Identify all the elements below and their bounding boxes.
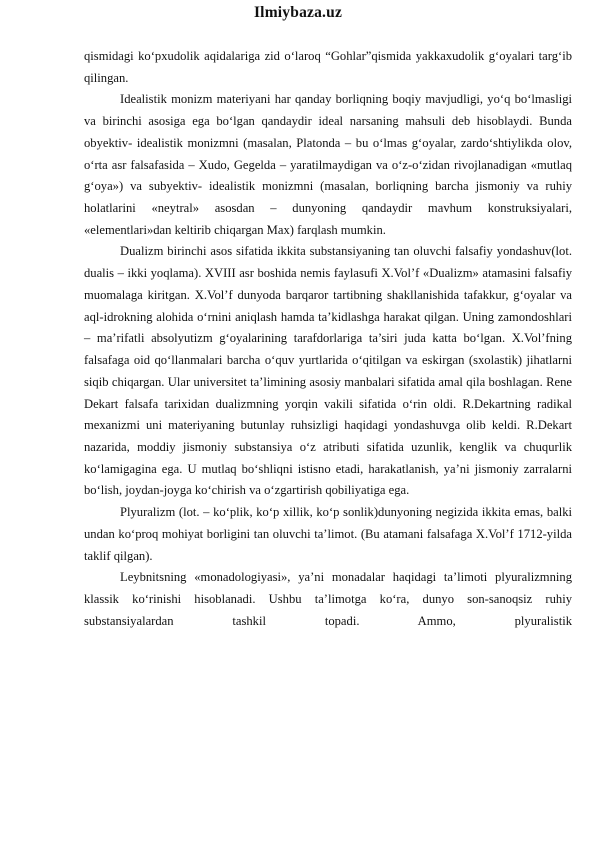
paragraph-dualizm: Dualizm birinchi asos sifatida ikkita substansiyaning tan oluvchi falsafiy yondashuv(lot. dualis – ikki yoqlama). XVIII asr boshida nemis faylasufi X.Vol’f «Dualizm» atamasini falsafiy muomalaga kiritgan. X.Vol’f dunyoda barqaror tartibning shakllanishida tafakkur, g‘oyalar va aql-idrokning alohida o‘rnini aniqlash hamda ta’kidlashga harakat qilgan. Uning zamondoshlari – ma’rifatli absolyutizm g‘oyalarining tarafdorlariga ta’siri juda katta bo‘lgan. X.Vol’fning falsafaga oid qo‘llanmalari barcha o‘quv yurtlarida o‘qitilgan va eskirgan (sxolastik) jihatlarni siqib chiqargan. Ular universitet ta’limining asosiy manbalari sifatida amal qila boshlagan. Rene Dekart falsafa tarixidan dualizmning yorqin vakili sifatida o‘rin oldi. R.Dekartning radikal mexanizmi uni materiyaning butunlay ruhsizligi haqidagi yondashuvga olib keldi. R.Dekart nazarida, moddiy jismoniy substansiya o‘z atributi sifatida uzunlik, kenglik va chuqurlik ko‘lamigagina ega. U mutlaq bo‘shliqni istisno etadi, harakatlanish, ya’ni jismoniy zarralarni bo‘lish, joydan-joyga ko‘chirish va o‘zgartirish qobiliyatiga ega. [84, 244, 572, 498]
paragraph-plyuralizm: Plyuralizm (lot. – ko‘plik, ko‘p xillik, ko‘p sonlik)dunyoning negizida ikkita emas, balki undan ko‘proq mohiyat borligini tan oluvchi ta’limot. (Bu atamani falsafaga X.Vol’f 1712-yilda taklif qilgan). [84, 505, 572, 563]
document-body [84, 46, 572, 632]
paragraph-continuation: qismidagi ko‘pxudolik aqidalariga zid o‘laroq “Gohlar”qismida yakkaxudolik g‘oyalari targ‘ib qilingan. [84, 49, 572, 85]
paragraph-idealistik-monizm: Idealistik monizm materiyani har qanday borliqning boqiy mavjudligi, yo‘q bo‘lmasligi va birinchi asosiga ega bo‘lgan qandaydir ideal narsaning mahsuli deb hisoblaydi. Bunda obyektiv- idealistik monizmni (masalan, Platonda – bu o‘lmas g‘oyalar, zardo‘shtiylikda olov, o‘rta asr falsafasida – Xudo, Gegelda – yaratilmaydigan va o‘z-o‘zidan rivojlanadigan «mutlaq g‘oya») va subyektiv- idealistik monizmni (masalan, borliqning barcha jismoniy va ruhiy holatlarini «neytral» asosdan – dunyoning qandaydir mavhum konstruksiyalari, «elementlari»dan keltirib chiqargan Max) farqlash mumkin. [84, 92, 572, 237]
site-header: Ilmiybaza.uz [253, 4, 343, 21]
paragraph-leybnits: Leybnitsning «monadologiyasi», ya’ni monadalar haqidagi ta’limoti plyuralizmning klassik ko‘rinishi hisoblanadi. Ushbu ta’limotga ko‘ra, dunyo son-sanoqsiz ruhiy substansiyalardan tashkil topadi. Ammo, plyuralistik [84, 570, 572, 628]
